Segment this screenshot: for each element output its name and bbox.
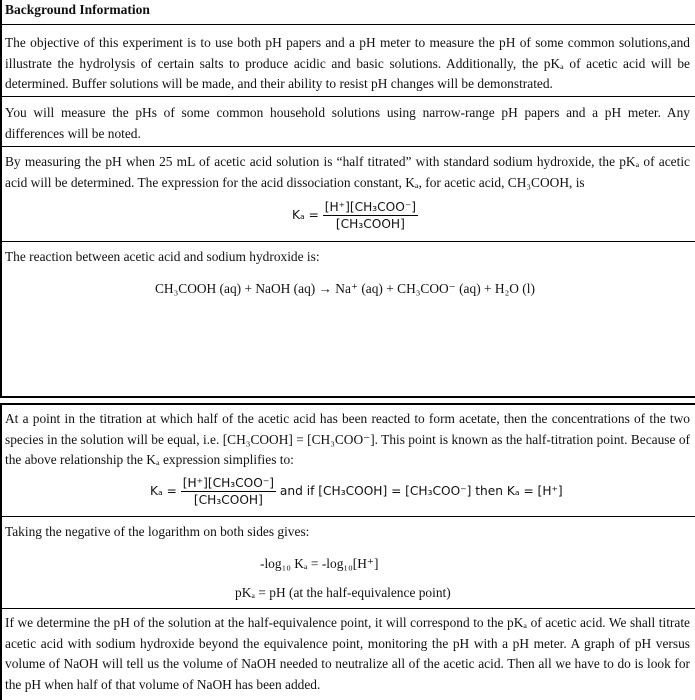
ka-denominator: [CH₃COOH] <box>335 217 405 231</box>
left-border-bottom <box>0 403 2 700</box>
paragraph-half-titrated: By measuring the pH when 25 mL of acetic acid solution is “half titrated” with standard sodium hydroxide, the pKₐ of acetic acid will be determined. The expression for the acid dissociation constant, Kₐ, for acetic acid, CH₃COOH, is <box>5 154 690 190</box>
divider <box>0 608 695 609</box>
ka-numerator: [H⁺][CH₃COO⁻] <box>324 200 417 214</box>
simplified-ka-equation <box>150 476 563 507</box>
paragraph-titration-plan: If we determine the pH of the solution at the half-equivalence point, it will correspond to the pKₐ of acetic acid. We shall titrate acetic acid with sodium hydroxide beyond the equivalence point, monitoring the pH with a pH meter. A graph of pH versus volume of NaOH will tell us the volume of NaOH needed to neutralize all of the acetic acid. Then all we have to do is look for the pH when half of that volume of NaOH has been added. <box>5 615 690 692</box>
ka-lhs: Kₐ = <box>292 208 319 222</box>
ka-lhs: Kₐ = <box>150 484 177 498</box>
paragraph-objective: The objective of this experiment is to use both pH papers and a pH meter to measure the pH of some common solutions,and illustrate the hydrolysis of certain salts to produce acidic and basic solutions. Additionally, the pKₐ of acetic acid will be determined. Buffer solutions will be made, and their ability to resist pH changes will be demonstrated. <box>5 35 690 91</box>
page2-top-border <box>0 403 695 405</box>
ka-denominator: [CH₃COOH] <box>193 493 263 507</box>
divider <box>0 241 695 242</box>
ka-numerator: [H⁺][CH₃COO⁻] <box>182 476 275 490</box>
section-heading: Background Information <box>5 2 150 17</box>
paragraph-household: You will measure the pHs of some common household solutions using narrow-range pH papers and a pH meter. Any differences will be noted. <box>5 105 690 141</box>
paragraph-reaction-intro: The reaction between acetic acid and sodium hydroxide is: <box>5 249 320 264</box>
paragraph-half-titration-point: At a point in the titration at which half of the acetic acid has been reacted to form acetate, then the concentrations of the two species in the solution will be equal, i.e. [CH₃COOH] = [CH₃COO⁻]. This point is known as the half-titration point. Because of the above relationship the Kₐ expression simplifies to: <box>5 411 690 467</box>
paragraph-logarithm: Taking the negative of the logarithm on both sides gives: <box>5 524 310 539</box>
heading-divider <box>0 24 695 25</box>
log-equation: -log₁₀ Kₐ = -log₁₀[H⁺] <box>260 556 379 571</box>
divider <box>0 96 695 97</box>
divider <box>0 146 695 147</box>
ka-condition: and if [CH₃COOH] = [CH₃COO⁻] then Kₐ = [H⁺] <box>279 484 563 498</box>
reaction-equation: CH₃COOH (aq) + NaOH (aq) → Na⁺ (aq) + CH₃COO⁻ (aq) + H₂O (l) <box>155 281 535 296</box>
divider <box>0 516 695 517</box>
left-border-top <box>0 0 2 396</box>
pka-equation: pKₐ = pH (at the half-equivalence point) <box>235 585 451 600</box>
ka-equation <box>292 200 418 231</box>
page-break-divider <box>0 396 695 398</box>
